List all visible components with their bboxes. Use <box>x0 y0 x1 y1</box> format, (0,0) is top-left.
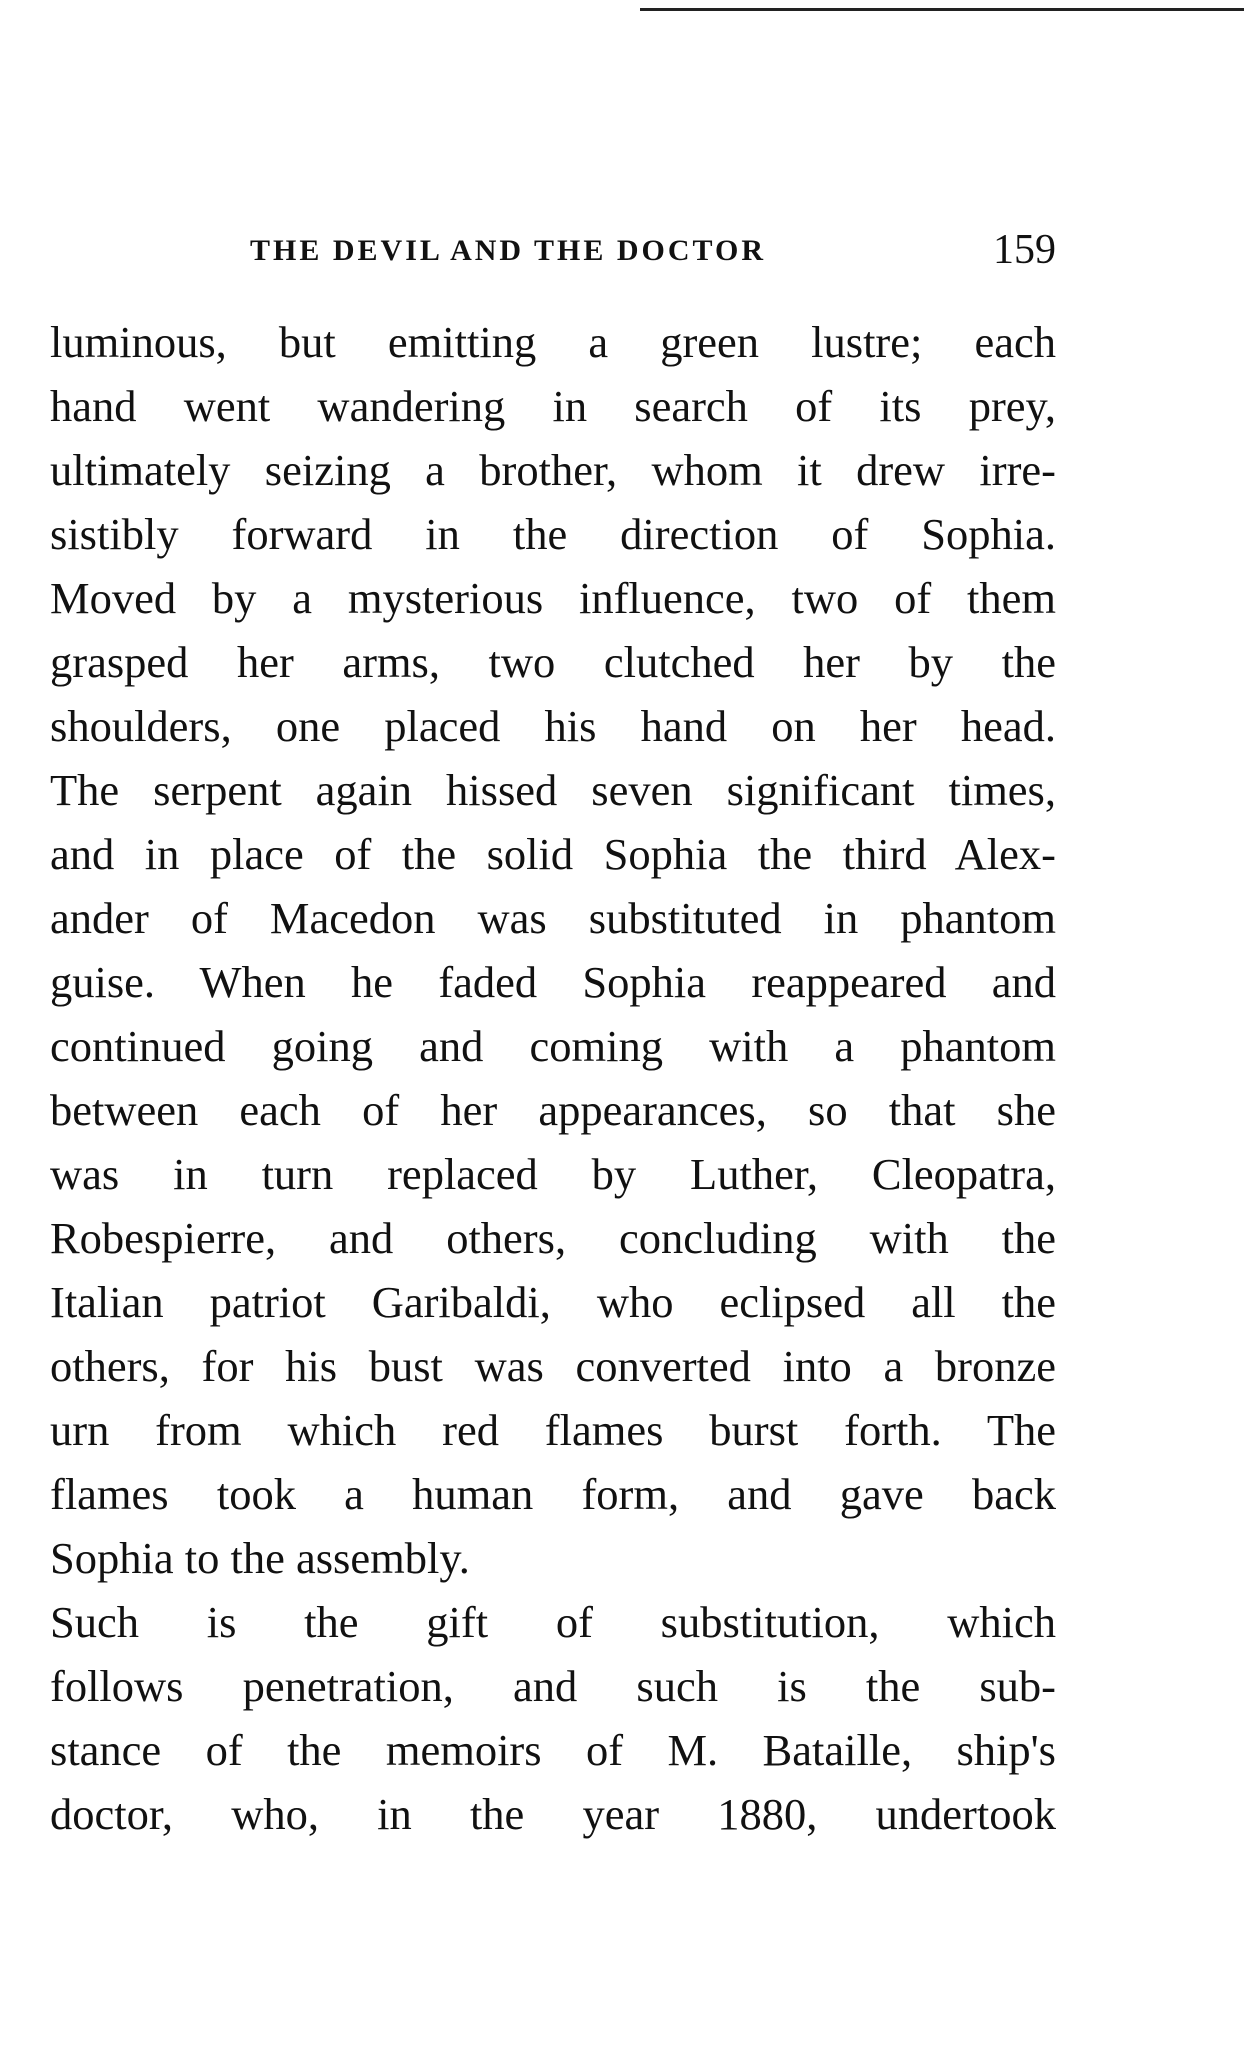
text-line: flames took a human form, and gave back <box>50 1469 1056 1519</box>
text-line: Robespierre, and others, concluding with the <box>50 1213 1056 1263</box>
text-line: others, for his bust was converted into a bronze <box>50 1341 1056 1391</box>
text-line: follows penetration, and such is the sub- <box>50 1661 1056 1711</box>
text-line: between each of her appearances, so that she <box>50 1085 1056 1135</box>
running-title: THE DEVIL AND THE DOCTOR <box>250 234 767 267</box>
text-line: Such is the gift of substitution, which <box>50 1597 1056 1647</box>
page-number: 159 <box>993 227 1056 273</box>
text-line: Moved by a mysterious influence, two of them <box>50 573 1056 623</box>
text-line: ultimately seizing a brother, whom it drew irre- <box>50 445 1056 495</box>
text-line: ander of Macedon was substituted in phantom <box>50 893 1056 943</box>
paragraph-1 <box>50 310 1056 1590</box>
text-line: was in turn replaced by Luther, Cleopatra, <box>50 1149 1056 1199</box>
text-line: continued going and coming with a phantom <box>50 1021 1056 1071</box>
text-line: shoulders, one placed his hand on her head. <box>50 701 1056 751</box>
text-line: luminous, but emitting a green lustre; each <box>50 317 1056 367</box>
text-line: urn from which red flames burst forth. The <box>50 1405 1056 1455</box>
text-line: sistibly forward in the direction of Sophia. <box>50 509 1056 559</box>
text-line: doctor, who, in the year 1880, undertook <box>50 1789 1056 1839</box>
text-line: Sophia to the assembly. <box>50 1533 470 1583</box>
text-line: Italian patriot Garibaldi, who eclipsed all the <box>50 1277 1056 1327</box>
body-text <box>50 310 1056 1846</box>
top-rule <box>640 8 1244 11</box>
paragraph-2 <box>50 1590 1056 1846</box>
text-line: stance of the memoirs of M. Bataille, ship's <box>50 1725 1056 1775</box>
running-head <box>50 226 1056 286</box>
text-line: guise. When he faded Sophia reappeared and <box>50 957 1056 1007</box>
text-line: hand went wandering in search of its prey, <box>50 381 1056 431</box>
text-line: grasped her arms, two clutched her by the <box>50 637 1056 687</box>
text-line: and in place of the solid Sophia the third Alex- <box>50 829 1056 879</box>
text-line: The serpent again hissed seven significant times, <box>50 765 1056 815</box>
